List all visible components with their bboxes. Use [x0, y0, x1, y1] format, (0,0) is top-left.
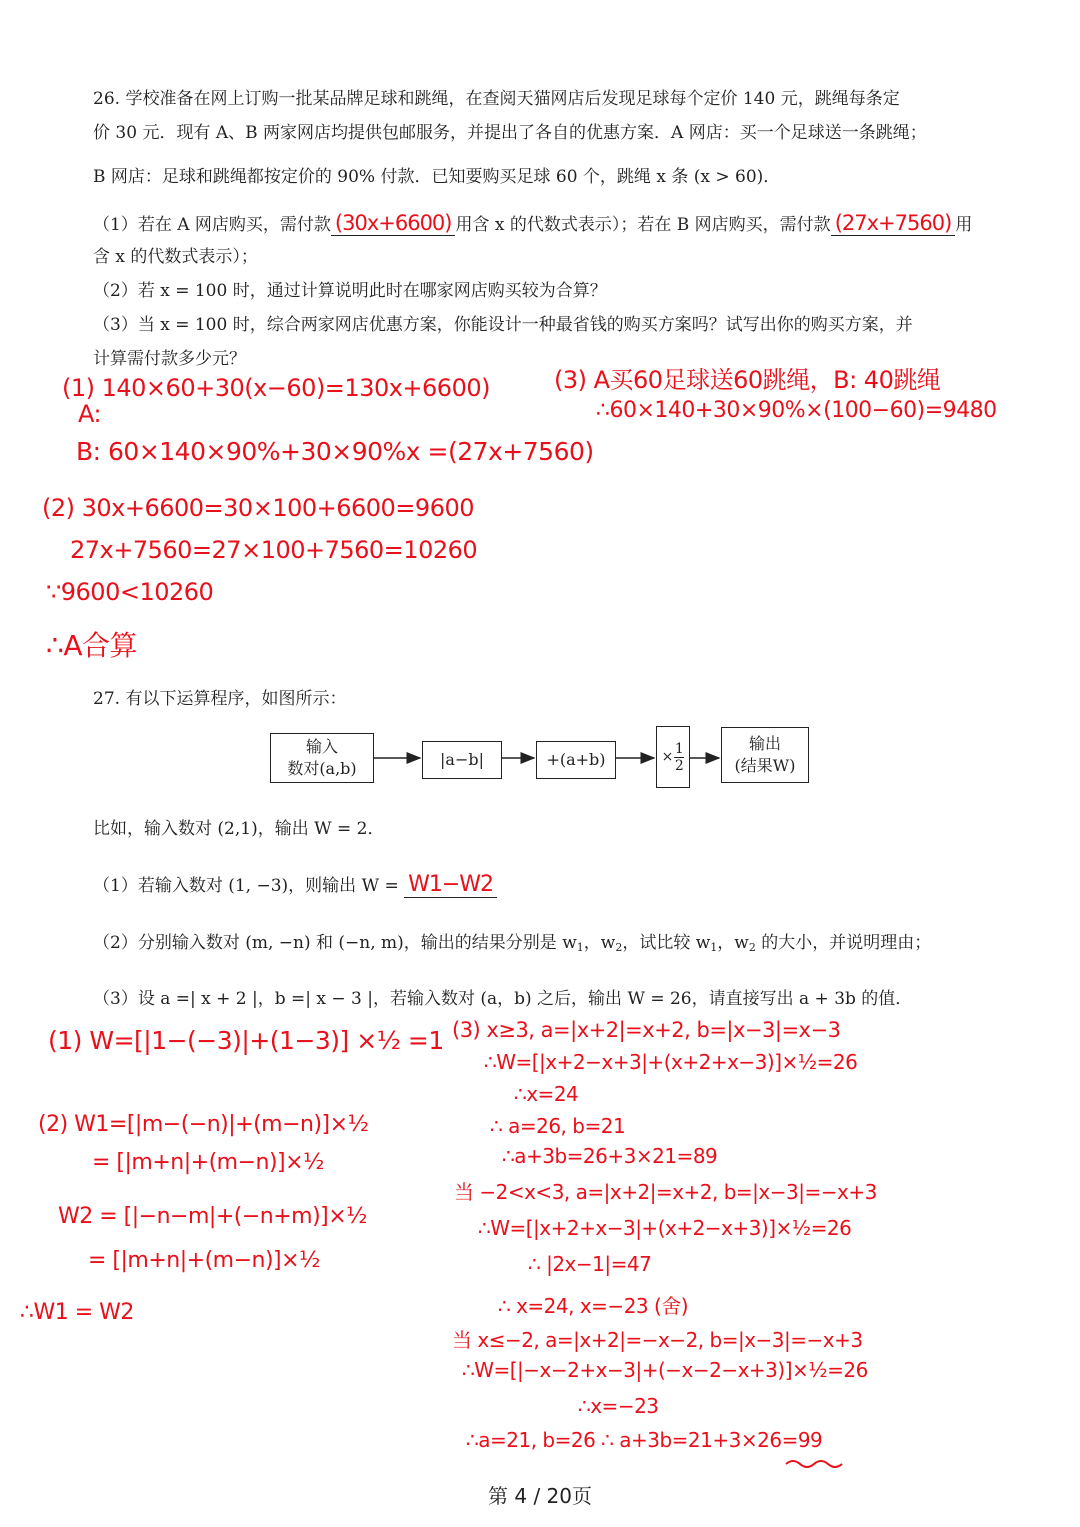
q26-line-2: 价 30 元．现有 A、B 两家网店均提供包邮服务，并提出了各自的优惠方案．A 网店：买一个足球送一条跳绳；	[93, 123, 927, 143]
q27-intro: 27. 有以下运算程序，如图所示：	[93, 689, 347, 709]
q27-hand-l2b: = [|m+n|+(m−n)]×½	[92, 1150, 324, 1175]
q26-part1-middle: 用含 x 的代数式表示）；若在 B 网店购买，需付款	[455, 215, 831, 235]
q27-part3: （3）设 a =| x + 2 |，b =| x − 3 |，若输入数对 (a，b) 之后，输出 W = 26，请直接写出 a + 3b 的值．	[93, 989, 913, 1009]
q27-hand-r3: ∴x=24	[514, 1082, 579, 1106]
q27-part2-c: ，试比较 w	[622, 933, 711, 953]
flow-add-sum: +(a+b)	[546, 750, 606, 769]
q27-hand-r13: ∴a=21, b=26 ∴ a+3b=21+3×26=99	[466, 1428, 823, 1452]
q26-part3: （3）当 x = 100 时，综合两家网店优惠方案，你能设计一种最省钱的购买方案吗？试写出你的购买方案，并	[93, 315, 913, 335]
q27-part2-sub2: 2	[615, 941, 623, 954]
q27-example: 比如，输入数对 (2,1)，输出 W = 2．	[93, 819, 385, 839]
q27-part2-sub4: 2	[748, 941, 756, 954]
q26-part1-line-2: 含 x 的代数式表示）；	[93, 247, 258, 267]
q26-part1-prefix: （1）若在 A 网店购买，需付款	[93, 215, 331, 235]
q26-hand-1a: (1) 140×60+30(x−60)=130x+6600)	[62, 374, 490, 402]
q27-part2-sub3: 1	[710, 941, 718, 954]
q27-hand-r1: (3) x≥3, a=|x+2|=x+2, b=|x−3|=x−3	[452, 1018, 841, 1042]
q27-hand-r12: ∴x=−23	[578, 1394, 659, 1418]
q27-part1-answer: W1−W2	[404, 872, 497, 898]
q27-hand-l2a: (2) W1=[|m−(−n)|+(m−n)]×½	[38, 1112, 369, 1137]
q26-hand-3b: ∴60×140+30×90%×(100−60)=9480	[596, 398, 997, 423]
q27-part2-sub1: 1	[576, 941, 584, 954]
q27-part1	[93, 868, 993, 903]
q27-hand-l2e: ∴W1 = W2	[20, 1300, 134, 1325]
flow-input-label: 输入	[305, 737, 338, 756]
page-number: 第 4 / 20页	[488, 1484, 592, 1508]
q27-part1-text: （1）若输入数对 (1, −3)，则输出 W =	[93, 876, 399, 896]
q26-hand-2a: (2) 30x+6600=30×100+6600=9600	[42, 494, 474, 522]
q27-hand-r11: ∴W=[|−x−2+x−3|+(−x−2−x+3)]×½=26	[462, 1358, 868, 1382]
q27-hand-r10: 当 x≤−2, a=|x+2|=−x−2, b=|x−3|=−x+3	[452, 1328, 863, 1352]
q27-hand-r5: ∴a+3b=26+3×21=89	[502, 1144, 718, 1168]
q26-hand-2d: ∴A合算	[46, 629, 137, 662]
q27-hand-r8: ∴ |2x−1|=47	[528, 1252, 652, 1276]
q27-part2-b: ，w	[583, 933, 616, 953]
q27-part2	[93, 926, 993, 965]
flow-times: ×	[661, 749, 674, 765]
q26-part1-answer-a: (30x+6600)	[331, 211, 456, 236]
q27-hand-r2: ∴W=[|x+2−x+3|+(x+2+x−3)]×½=26	[484, 1050, 858, 1074]
flow-output-label: 输出	[748, 734, 781, 753]
q26-part3-line-2: 计算需付款多少元？	[93, 349, 246, 369]
q27-part2-a: （2）分别输入数对 (m, −n) 和 (−n, m)，输出的结果分别是 w	[93, 933, 577, 953]
flow-frac-num: 1	[674, 740, 684, 757]
q26-hand-1b: A:	[78, 400, 102, 428]
q27-hand-r7: ∴W=[|x+2+x−3|+(x+2−x+3)]×½=26	[478, 1216, 852, 1240]
q27-hand-r4: ∴ a=26, b=21	[490, 1114, 626, 1138]
q27-hand-l2c: W2 = [|−n−m|+(−n+m)]×½	[58, 1204, 367, 1229]
q27-hand-l2d: = [|m+n|+(m−n)]×½	[88, 1248, 320, 1273]
q26-hand-2c: ∵9600<10260	[46, 578, 214, 606]
wavy-underline	[784, 1458, 846, 1470]
flow-output-result: (结果W)	[734, 756, 796, 775]
q26-part1-answer-b: (27x+7560)	[831, 211, 956, 236]
q26-part1-suffix: 用	[955, 215, 973, 235]
q27-hand-r6: 当 −2<x<3, a=|x+2|=x+2, b=|x−3|=−x+3	[454, 1180, 877, 1204]
q26-part2: （2）若 x = 100 时，通过计算说明此时在哪家网店购买较为合算？	[93, 281, 607, 301]
flow-frac-den: 2	[674, 757, 684, 774]
q26-hand-1c: B: 60×140×90%+30×90%x =(27x+7560)	[76, 437, 594, 466]
q27-part2-e: 的大小，并说明理由；	[755, 933, 932, 953]
q27-hand-r9: ∴ x=24, x=−23 (舍)	[498, 1294, 689, 1318]
q26-line-3: B 网店：足球和跳绳都按定价的 90% 付款．已知要购买足球 60 个，跳绳 x 条 (x > 60)．	[93, 167, 781, 187]
flow-input-pair: 数对(a,b)	[287, 759, 357, 778]
flow-abs-diff: |a−b|	[440, 750, 484, 769]
q27-part2-d: ，w	[717, 933, 749, 953]
q26-line-1: 26. 学校准备在网上订购一批某品牌足球和跳绳，在查阅天猫网店后发现足球每个定价 140 元，跳绳每条定	[93, 89, 900, 109]
q26-hand-2b: 27x+7560=27×100+7560=10260	[70, 536, 478, 564]
q27-hand-l1: (1) W=[|1−(−3)|+(1−3)] ×½ =1	[48, 1026, 444, 1055]
q26-hand-3a: (3) A买60足球送60跳绳，B: 40跳绳	[554, 366, 941, 394]
